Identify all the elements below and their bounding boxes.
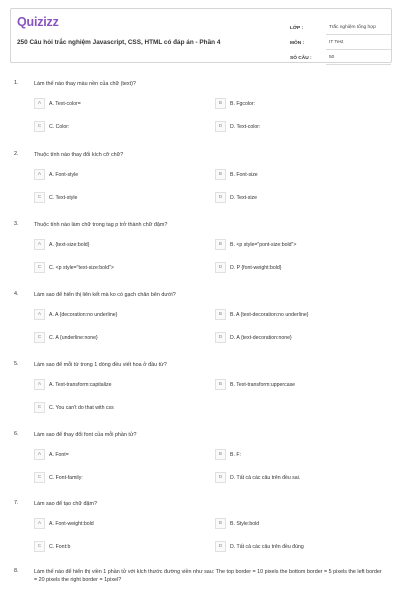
option-letter: D xyxy=(215,332,226,343)
option-letter: B xyxy=(215,518,226,529)
question-number: 4. xyxy=(14,291,19,297)
question-number: 6. xyxy=(14,431,19,437)
option-text: B. A {text-decoration:no underline} xyxy=(230,311,309,318)
option-text: D. Tất cả các câu trên đều đúng xyxy=(230,543,304,550)
meta-subject-row xyxy=(290,35,391,51)
option-letter: A xyxy=(34,169,45,180)
worksheet-header xyxy=(10,8,392,63)
option-letter: C xyxy=(34,262,45,273)
question-number: 7. xyxy=(14,500,19,506)
option-letter: D xyxy=(215,192,226,203)
question-number: 1. xyxy=(14,80,19,86)
question-text: Làm sao để mỗi từ trong 1 dòng đều viết hoa ở đầu từ? xyxy=(34,362,167,368)
option-letter: A xyxy=(34,239,45,250)
option-b[interactable] xyxy=(215,449,395,460)
option-letter: B xyxy=(215,98,226,109)
option-text: A. Text-color= xyxy=(49,100,81,107)
option-letter: D xyxy=(215,472,226,483)
option-c[interactable] xyxy=(34,332,194,343)
question-text: Làm thế nào thay màu nền của chữ (text)? xyxy=(34,81,136,87)
meta-subject-label: MÔN : xyxy=(290,40,305,46)
option-letter: A xyxy=(34,518,45,529)
option-text: B. F: xyxy=(230,451,241,458)
option-d[interactable] xyxy=(215,262,395,273)
option-letter: B xyxy=(215,239,226,250)
question-number: 5. xyxy=(14,361,19,367)
meta-count-value: 50 xyxy=(326,52,391,65)
option-letter: B xyxy=(215,169,226,180)
option-a[interactable] xyxy=(34,239,194,250)
option-text: C. <p style="text-size:bold"> xyxy=(49,264,114,271)
quizizz-logo: Quizizz xyxy=(17,15,59,29)
option-d[interactable] xyxy=(215,541,395,552)
option-c[interactable] xyxy=(34,121,194,132)
option-text: A. Font-weight:bold xyxy=(49,520,94,527)
option-letter: D xyxy=(215,541,226,552)
option-text: C. A {underline:none} xyxy=(49,334,98,341)
question-text: Làm sao để hiển thị liên kết mà ko có gạch chân bên dưới? xyxy=(34,292,176,298)
option-text: B. Font-size xyxy=(230,171,258,178)
question-number: 3. xyxy=(14,221,19,227)
option-b[interactable] xyxy=(215,169,395,180)
option-text: D. Text-color: xyxy=(230,123,261,130)
option-a[interactable] xyxy=(34,379,194,390)
option-d[interactable] xyxy=(215,472,395,483)
question-text: Thuộc tính nào thay đổi kích cỡ chữ? xyxy=(34,152,124,158)
option-b[interactable] xyxy=(215,309,395,320)
option-d[interactable] xyxy=(215,332,395,343)
option-text: D. P {font-weight:bold} xyxy=(230,264,282,271)
option-text: B. Style:bold xyxy=(230,520,260,527)
option-b[interactable] xyxy=(215,379,395,390)
meta-class-value: Trắc nghiệm tổng hợp xyxy=(326,22,391,35)
option-letter: C xyxy=(34,472,45,483)
option-letter: A xyxy=(34,309,45,320)
option-a[interactable] xyxy=(34,169,194,180)
option-d[interactable] xyxy=(215,192,395,203)
option-a[interactable] xyxy=(34,518,194,529)
option-letter: C xyxy=(34,332,45,343)
question-number: 8. xyxy=(14,568,19,574)
option-a[interactable] xyxy=(34,449,194,460)
option-text: C. Font-family: xyxy=(49,474,83,481)
option-letter: B xyxy=(215,309,226,320)
option-c[interactable] xyxy=(34,402,194,413)
option-text: C. Font:b xyxy=(49,543,71,550)
option-text: A. {text-size:bold} xyxy=(49,241,90,248)
option-text: B. Text-transform:uppercase xyxy=(230,381,296,388)
option-b[interactable] xyxy=(215,98,395,109)
question-text: Làm sao để thay đổi font của mỗi phần tử? xyxy=(34,432,137,438)
option-b[interactable] xyxy=(215,239,395,250)
option-text: C. Text-style xyxy=(49,194,78,201)
meta-count-label: SỐ CÂU : xyxy=(290,55,312,61)
option-text: C. Color: xyxy=(49,123,70,130)
option-c[interactable] xyxy=(34,541,194,552)
option-letter: C xyxy=(34,192,45,203)
question-text: Thuộc tính nào làm chữ trong tag p trở thành chữ đậm? xyxy=(34,222,168,228)
option-text: D. Tất cả các câu trên đều sai. xyxy=(230,474,301,481)
option-text: B. <p style="pont-size:bold"> xyxy=(230,241,297,248)
option-c[interactable] xyxy=(34,262,194,273)
question-text: Làm sao để tạo chữ đậm? xyxy=(34,501,97,507)
option-text: A. Text-transform:capitalize xyxy=(49,381,112,388)
option-a[interactable] xyxy=(34,98,194,109)
option-letter: A xyxy=(34,449,45,460)
meta-subject-value: IT Test xyxy=(326,37,391,50)
option-letter: C xyxy=(34,121,45,132)
option-letter: B xyxy=(215,379,226,390)
option-c[interactable] xyxy=(34,192,194,203)
option-text: A. Font-style xyxy=(49,171,79,178)
worksheet-title: 250 Câu hỏi trắc nghiệm Javascript, CSS, HTML có đáp án - Phần 4 xyxy=(17,39,221,46)
option-letter: C xyxy=(34,402,45,413)
option-letter: D xyxy=(215,262,226,273)
question-number: 2. xyxy=(14,151,19,157)
meta-class-row xyxy=(290,20,391,36)
option-text: C. You can't do that with css xyxy=(49,404,114,411)
meta-count-row xyxy=(290,50,391,66)
question-text: Làm thế nào để hiển thị viền 1 phần tử với kích thước đường viền như sau: The top border = 10 pixels the bottom border = 5 pixels the left border = 20 pixels the right border = 1pixel? xyxy=(34,569,382,583)
option-text: A. Font= xyxy=(49,451,69,458)
option-letter: B xyxy=(215,449,226,460)
option-d[interactable] xyxy=(215,121,395,132)
option-text: D. Text-size xyxy=(230,194,257,201)
option-letter: D xyxy=(215,121,226,132)
option-text: A. A {decoration:no underline} xyxy=(49,311,118,318)
option-text: D. A {text-decoration:none} xyxy=(230,334,292,341)
option-letter: A xyxy=(34,98,45,109)
option-text: B. Fgcolor: xyxy=(230,100,256,107)
option-c[interactable] xyxy=(34,472,194,483)
meta-class-label: LỚP : xyxy=(290,25,304,31)
option-b[interactable] xyxy=(215,518,395,529)
option-letter: C xyxy=(34,541,45,552)
option-letter: A xyxy=(34,379,45,390)
option-a[interactable] xyxy=(34,309,194,320)
